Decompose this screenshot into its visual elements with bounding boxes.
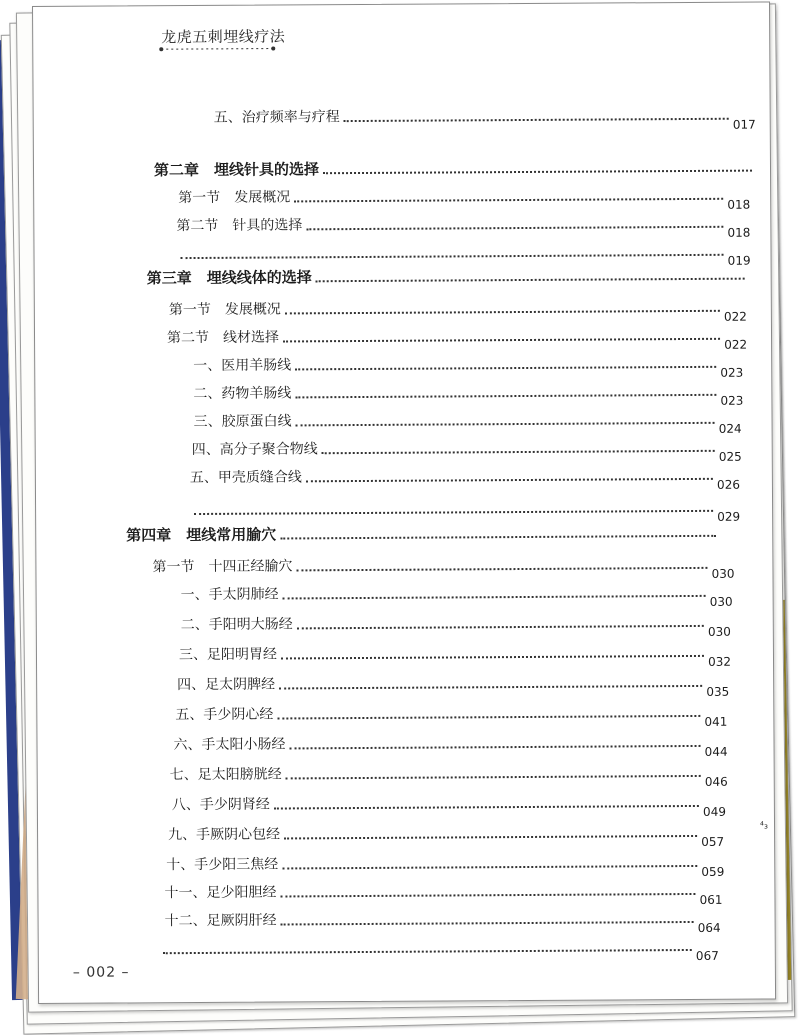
toc-chapter-row [154, 148, 756, 180]
toc-entry-label: 第四章 埋线常用腧穴 [126, 525, 277, 545]
dot-leader [283, 594, 706, 600]
dot-leader [306, 225, 723, 231]
toc-entry-row [169, 753, 728, 789]
toc-page-number: 023 [720, 365, 744, 380]
dot-leader [280, 892, 695, 898]
toc-entry-row [189, 456, 740, 492]
toc-page-number: 061 [699, 892, 723, 907]
toc-entry-label: 第二章 埋线针具的选择 [153, 160, 320, 180]
toc-entry-label: 一、医用羊肠线 [193, 357, 292, 375]
toc-page-number: 064 [697, 920, 721, 935]
dot-leader [283, 337, 720, 343]
toc-section-row [176, 204, 751, 240]
dot-leader [280, 534, 716, 540]
toc-page-number: 018 [727, 225, 751, 240]
toc-entry-label: 十一、足少阳胆经 [164, 884, 277, 902]
toc-entry-label: 五、甲壳质缝合线 [189, 469, 302, 487]
dot-leader [285, 309, 720, 315]
toc-section-row [168, 288, 747, 324]
toc-page-number: 023 [720, 393, 744, 408]
toc-section-row [152, 545, 735, 581]
toc-entry-row [191, 428, 742, 464]
toc-page-number: 019 [727, 253, 751, 268]
toc-page-number: 030 [707, 624, 731, 639]
toc-page-number: 041 [704, 714, 728, 729]
toc-chapter-row [146, 253, 751, 288]
toc-entry-label: 四、高分子聚合物线 [191, 441, 318, 459]
toc-page-number: 030 [709, 594, 733, 609]
toc-entry-label: 第一节 十四正经腧穴 [152, 558, 293, 576]
dot-leader [296, 421, 715, 427]
dot-leader [316, 277, 745, 283]
toc-entry-row [193, 400, 742, 436]
toc-entry-label: 第一节 发展概况 [168, 301, 281, 319]
toc-entry-row [164, 871, 723, 907]
toc-page-number: 026 [716, 477, 740, 492]
toc-page-number: 025 [718, 449, 742, 464]
toc-section-row [166, 316, 748, 352]
toc-entry-label: 十、手少阳三焦经 [166, 856, 279, 874]
toc-page-number: 046 [704, 774, 728, 789]
toc-page-number: 067 [695, 948, 719, 963]
toc-page-number: 022 [724, 337, 748, 352]
running-header: 龙虎五刺埋线疗法 [161, 27, 286, 47]
toc-entry-row [168, 813, 725, 849]
dot-leader [281, 920, 694, 926]
toc-entry-row [175, 693, 728, 729]
dot-leader [279, 684, 702, 690]
toc-page-number: 024 [718, 421, 742, 436]
dot-leader [323, 169, 752, 175]
toc-entry-label: 八、手少阴肾经 [171, 796, 270, 814]
toc-entry-row [171, 783, 726, 819]
dot-leader [274, 804, 699, 810]
toc-entry-row [177, 663, 730, 699]
toc-page [32, 1, 776, 1003]
toc-entry-row [178, 633, 732, 669]
toc-entry-row [193, 372, 744, 408]
toc-entry-label: 一、手太阴肺经 [180, 586, 279, 604]
toc-page-number: 035 [706, 684, 730, 699]
toc-entry-row [180, 603, 731, 639]
dot-leader [294, 197, 723, 203]
toc-page-number: 049 [702, 804, 726, 819]
toc-entry-label: 五、治疗频率与疗程 [213, 109, 340, 126]
toc-entry-label: 五、手少阴心经 [175, 706, 274, 724]
toc-page-number: 057 [701, 834, 725, 849]
toc-page-number: 017 [732, 117, 756, 132]
toc-entry-label: 七、足太阳膀胱经 [169, 766, 282, 784]
toc-page-number: 022 [723, 309, 747, 324]
dot-leader [344, 117, 729, 122]
toc-page-number: 044 [704, 744, 728, 759]
toc-entry-label: 十二、足厥阴肝经 [164, 912, 277, 930]
dot-leader [295, 393, 716, 399]
toc-page-number: 032 [708, 654, 732, 669]
toc-page-number: 030 [711, 566, 735, 581]
toc-entry-label: 三、足阳明胃经 [178, 646, 278, 664]
toc-page-number: 029 [717, 509, 741, 524]
toc-entry-label: 四、足太阴脾经 [177, 676, 276, 694]
toc-entry-row [173, 723, 728, 759]
toc-entry-label: 第三章 埋线线体的选择 [146, 268, 312, 288]
toc-section-row [178, 176, 751, 212]
dot-leader [295, 365, 716, 371]
dot-leader [286, 774, 701, 780]
toc-entry-row [213, 96, 756, 132]
toc-entry-label: 六、手太阳小肠经 [173, 736, 286, 754]
toc-chapter-row [126, 513, 720, 545]
dot-leader [297, 624, 704, 629]
toc-entry-label: 第二节 线材选择 [166, 329, 280, 347]
dot-leader [282, 864, 697, 870]
toc-entry-label: 二、手阳明大肠经 [180, 616, 293, 634]
dot-leader [277, 714, 700, 720]
toc-page-number: 059 [701, 864, 725, 879]
toc-entry-row [159, 927, 719, 963]
toc-entry-row [164, 899, 721, 935]
page-margin-mark: ⁴₃ [759, 820, 769, 832]
toc-entry-row [180, 573, 733, 609]
toc-entry-label: 二、药物羊肠线 [193, 385, 292, 403]
dot-leader [290, 744, 701, 750]
dot-leader [322, 449, 715, 454]
dot-leader [281, 654, 704, 660]
page-number: – 002 – [72, 964, 130, 981]
dot-leader [306, 477, 713, 482]
dot-leader [163, 948, 692, 954]
toc-entry-row [193, 344, 744, 380]
dot-leader [296, 566, 707, 572]
toc-entry-label: 第二节 针具的选择 [176, 217, 303, 235]
toc-entry-row [166, 843, 725, 879]
header-ornament [157, 44, 277, 55]
toc-page-number: 018 [727, 197, 751, 212]
toc-entry-label: 第一节 发展概况 [178, 189, 291, 207]
dot-leader [284, 834, 697, 840]
toc-entry-label: 三、胶原蛋白线 [193, 413, 292, 431]
toc-entry-label: 九、手厥阴心包经 [168, 826, 281, 844]
